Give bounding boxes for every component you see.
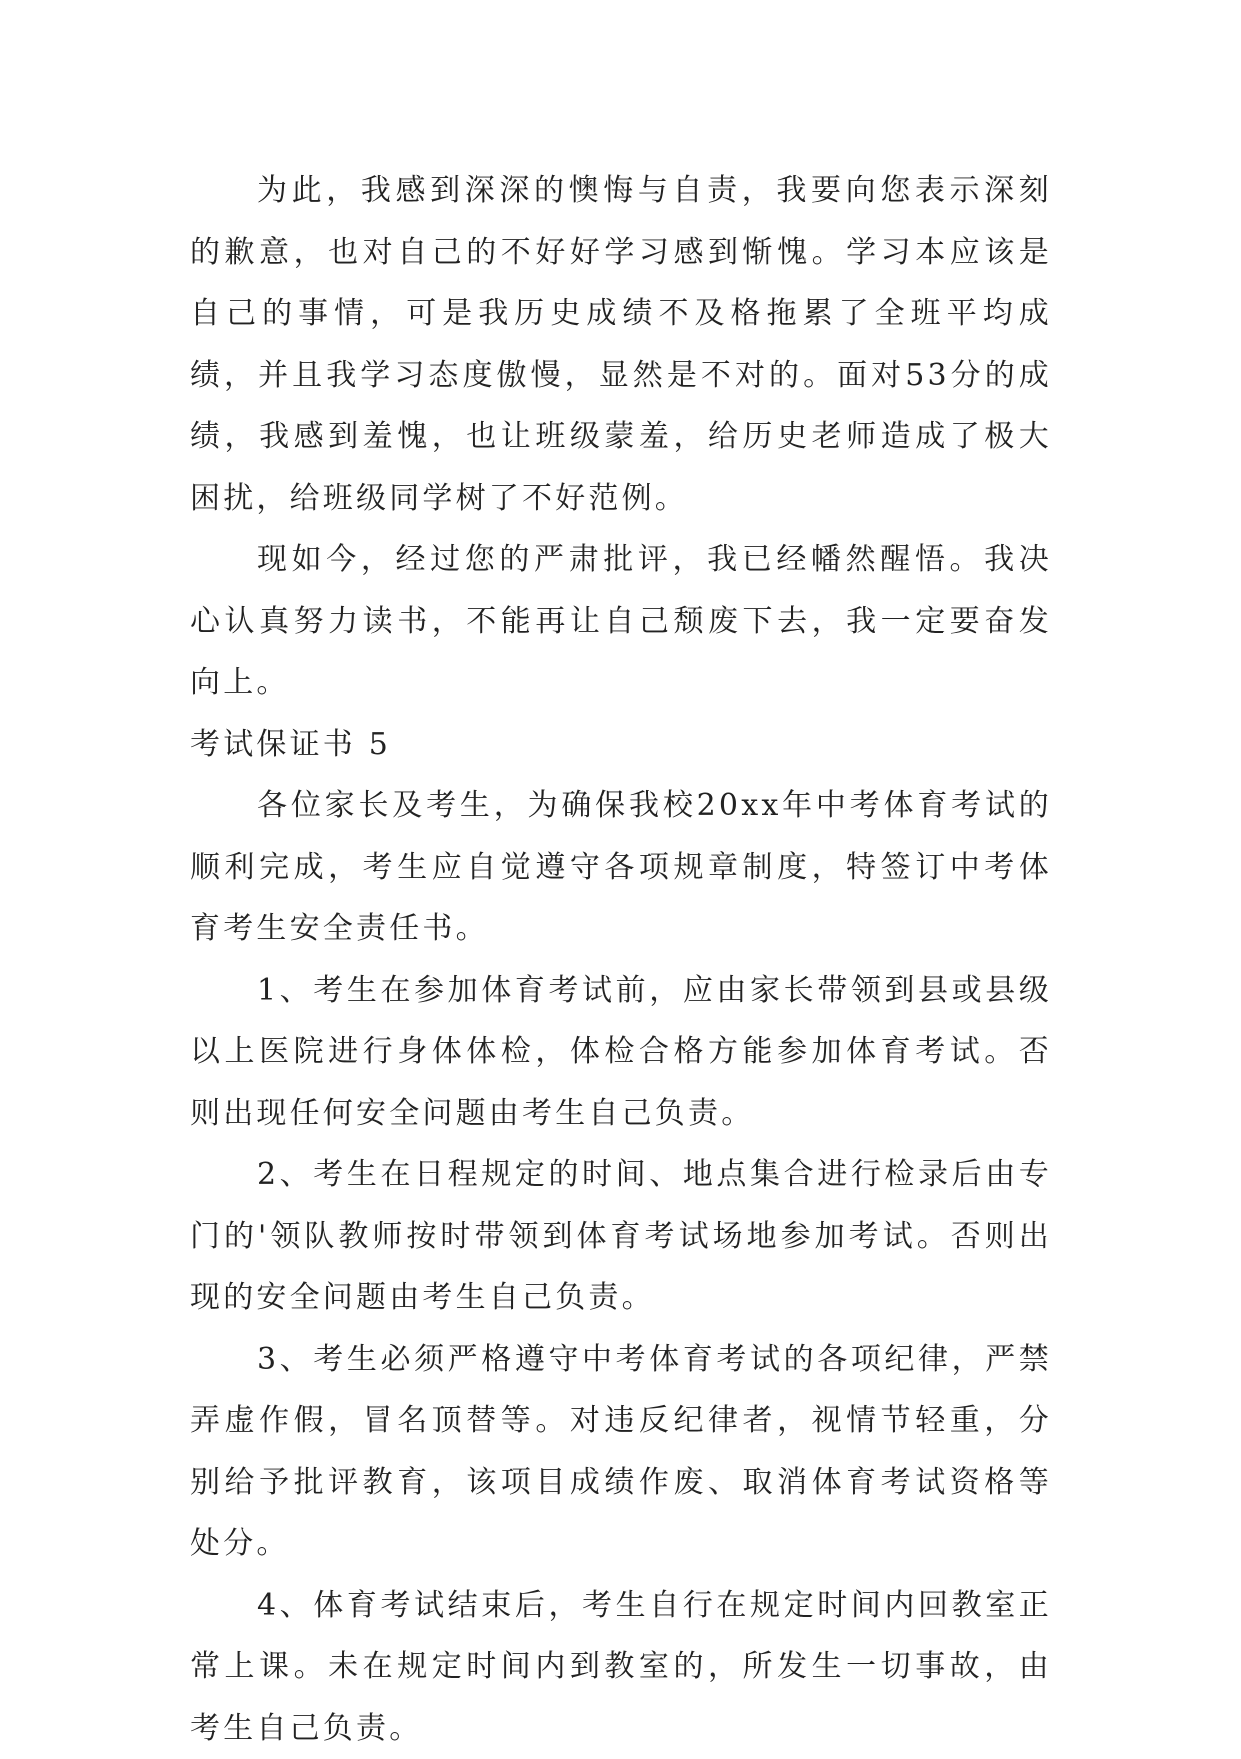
paragraph-resolution: 现如今，经过您的严肃批评，我已经幡然醒悟。我决心认真努力读书，不能再让自己颓废下去，我一定要奋发向上。 bbox=[190, 529, 1052, 714]
paragraph-rule-2: 2、考生在日程规定的时间、地点集合进行检录后由专门的'领队教师按时带领到体育考试场地参加考试。否则出现的安全问题由考生自己负责。 bbox=[190, 1144, 1052, 1329]
document-body bbox=[190, 160, 1052, 1759]
paragraph-intro: 各位家长及考生，为确保我校20xx年中考体育考试的顺利完成，考生应自觉遵守各项规章制度，特签订中考体育考生安全责任书。 bbox=[190, 775, 1052, 960]
paragraph-rule-3: 3、考生必须严格遵守中考体育考试的各项纪律，严禁弄虚作假，冒名顶替等。对违反纪律者，视情节轻重，分别给予批评教育，该项目成绩作废、取消体育考试资格等处分。 bbox=[190, 1329, 1052, 1575]
paragraph-rule-4: 4、体育考试结束后，考生自行在规定时间内回教室正常上课。未在规定时间内到教室的，所发生一切事故，由考生自己负责。 bbox=[190, 1575, 1052, 1759]
paragraph-remorse: 为此，我感到深深的懊悔与自责，我要向您表示深刻的歉意，也对自己的不好好学习感到惭愧。学习本应该是自己的事情，可是我历史成绩不及格拖累了全班平均成绩，并且我学习态度傲慢，显然是不对的。面对53分的成绩，我感到羞愧，也让班级蒙羞，给历史老师造成了极大困扰，给班级同学树了不好范例。 bbox=[190, 160, 1052, 529]
paragraph-rule-1: 1、考生在参加体育考试前，应由家长带领到县或县级以上医院进行身体体检，体检合格方能参加体育考试。否则出现任何安全问题由考生自己负责。 bbox=[190, 960, 1052, 1145]
section-heading: 考试保证书 5 bbox=[190, 714, 1052, 776]
